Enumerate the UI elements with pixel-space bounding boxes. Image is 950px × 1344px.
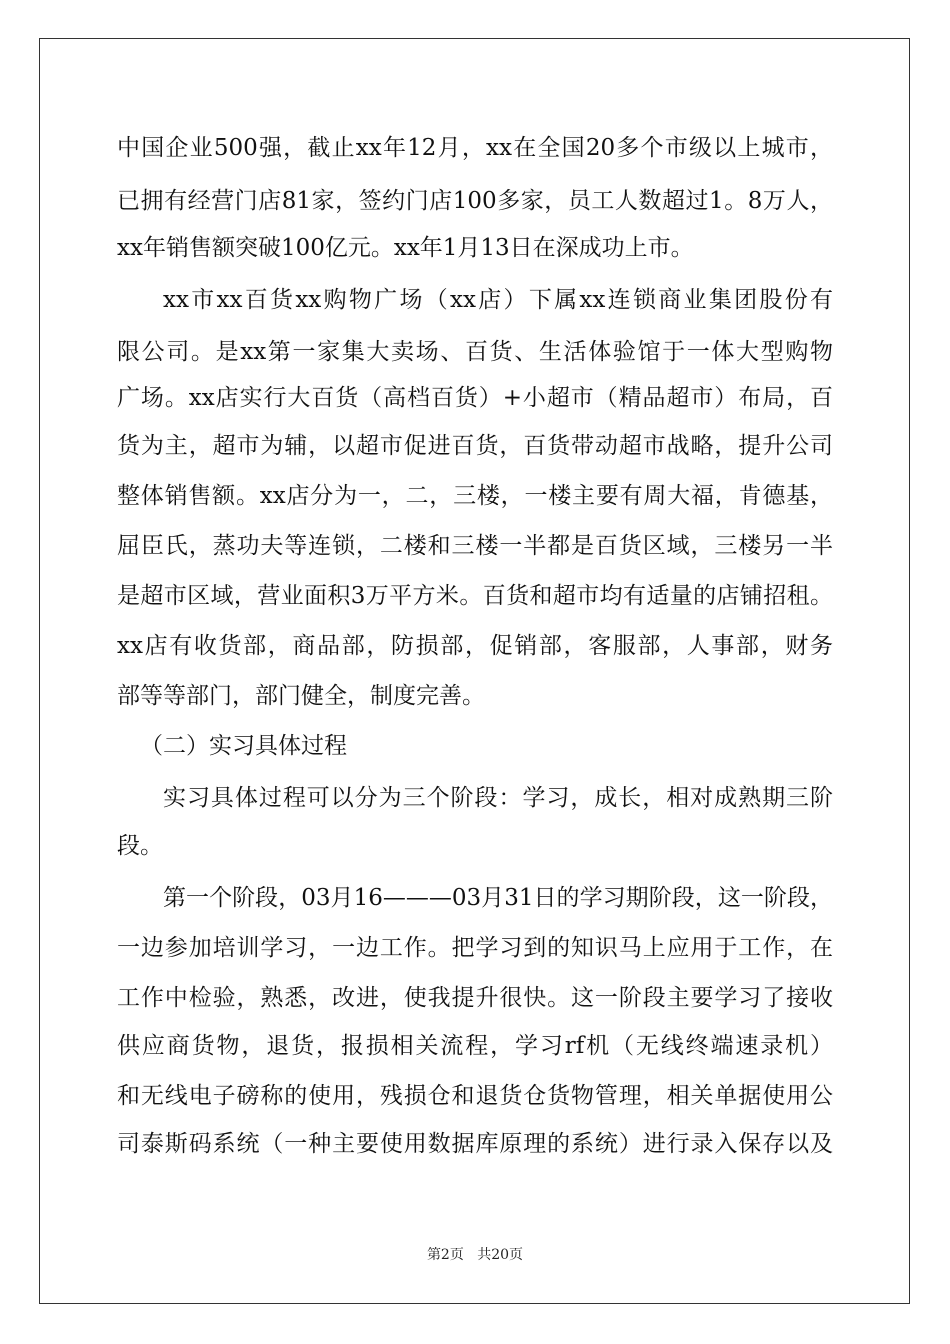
- paragraph-2-line-7: 是超市区域，营业面积3万平方米。百货和超市均有适量的店铺招租。: [117, 583, 833, 609]
- paragraph-4-line-1: 第一个阶段，03月16———03月31日的学习期阶段，这一阶段，: [163, 885, 833, 911]
- paragraph-1-line-2: 已拥有经营门店81家，签约门店100多家，员工人数超过1。8万人，: [117, 188, 833, 214]
- page-number: 第2页: [426, 1247, 464, 1263]
- paragraph-4-line-2: 一边参加培训学习，一边工作。把学习到的知识马上应用于工作，在: [117, 935, 833, 961]
- paragraph-2-line-3: 广场。xx店实行大百货（高档百货）+小超市（精品超市）布局，百: [117, 385, 833, 411]
- paragraph-2-line-5: 整体销售额。xx店分为一，二，三楼，一楼主要有周大福，肯德基，: [117, 483, 833, 509]
- paragraph-2-line-1: xx市xx百货xx购物广场（xx店）下属xx连锁商业集团股份有: [163, 287, 833, 313]
- paragraph-1-line-1: 中国企业500强，截止xx年12月，xx在全国20多个市级以上城市，: [117, 135, 833, 161]
- page-border: [39, 38, 910, 1304]
- paragraph-2-line-2: 限公司。是xx第一家集大卖场、百货、生活体验馆于一体大型购物: [117, 339, 833, 365]
- paragraph-2-line-6: 屈臣氏，蒸功夫等连锁，二楼和三楼一半都是百货区域，三楼另一半: [117, 533, 833, 559]
- paragraph-4-line-4: 供应商货物，退货，报损相关流程，学习rf机（无线终端速录机）: [117, 1033, 833, 1059]
- paragraph-2-line-8: xx店有收货部，商品部，防损部，促销部，客服部，人事部，财务: [117, 633, 833, 659]
- paragraph-2-line-9: 部等等部门，部门健全，制度完善。: [117, 683, 485, 709]
- paragraph-3-line-1: 实习具体过程可以分为三个阶段：学习，成长，相对成熟期三阶: [163, 785, 833, 811]
- paragraph-4-line-3: 工作中检验，熟悉，改进，使我提升很快。这一阶段主要学习了接收: [117, 985, 833, 1011]
- section-heading: （二）实习具体过程: [140, 733, 347, 759]
- page-footer: [0, 1246, 950, 1264]
- paragraph-1-line-3: xx年销售额突破100亿元。xx年1月13日在深成功上市。: [117, 235, 694, 261]
- paragraph-3-line-2: 段。: [117, 833, 163, 859]
- paragraph-2-line-4: 货为主，超市为辅，以超市促进百货，百货带动超市战略，提升公司: [117, 433, 833, 459]
- paragraph-4-line-6: 司泰斯码系统（一种主要使用数据库原理的系统）进行录入保存以及: [117, 1131, 833, 1157]
- page-total: 共20页: [477, 1247, 524, 1263]
- paragraph-4-line-5: 和无线电子磅称的使用，残损仓和退货仓货物管理，相关单据使用公: [117, 1083, 833, 1109]
